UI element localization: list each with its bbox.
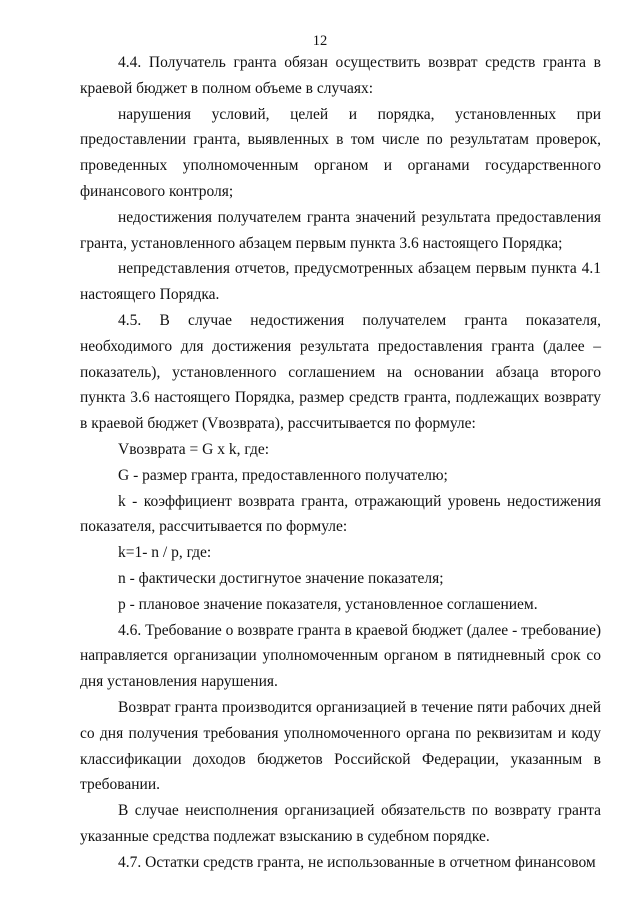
paragraph-violation-conditions: нарушения условий, целей и порядка, установленных при предоставлении гранта, выявленных в том числе по результатам проверок, проведенных уполномоченным органом и органами государственного финансового контроля; [80, 105, 601, 200]
paragraph-4-4: 4.4. Получатель гранта обязан осуществить возврат средств гранта в краевой бюджет в полном объеме в случаях: [80, 54, 601, 97]
definition-k: k - коэффициент возврата гранта, отражающий уровень недостижения показателя, рассчитывается по формуле: [80, 492, 601, 536]
paragraph-4-6: 4.6. Требование о возврате гранта в краевой бюджет (далее - требование) направляется организации уполномоченным органом в пятидневный срок со дня установления нарушения. [80, 621, 601, 691]
paragraph-reports-not-submitted: непредставления отчетов, предусмотренных абзацем первым пункта 4.1 настоящего Порядка. [80, 260, 601, 304]
paragraph-4-7: 4.7. Остатки средств гранта, не использованные в отчетном финансовом [118, 853, 596, 871]
paragraph-4-5: 4.5. В случае недостижения получателем гранта показателя, необходимого для достижения результата предоставления гранта (далее – показатель), установленного соглашением на основании абзаца второго пункта 3.6 настоящего Порядка, размер средств гранта, подлежащих возврату в краевой бюджет (Vвозврата), рассчитывается по формуле: [80, 311, 601, 433]
paragraph-result-not-achieved: недостижения получателем гранта значений результата предоставления гранта, установленного абзацем первым пункта 3.6 настоящего Порядка; [80, 208, 601, 252]
formula-v-return: Vвозврата = G x k, где: [118, 440, 270, 458]
definition-g: G - размер гранта, предоставленного получателю; [118, 466, 448, 484]
page-number: 12 [312, 33, 328, 49]
paragraph-refund-procedure: Возврат гранта производится организацией в течение пяти рабочих дней со дня получения требования уполномоченного органа по реквизитам и коду классификации доходов бюджетов Российской Федерации, указанным в требовании. [80, 698, 601, 794]
definition-p: p - плановое значение показателя, установленное соглашением. [118, 595, 538, 613]
paragraph-court-recovery: В случае неисполнения организацией обязательств по возврату гранта указанные средства подлежат взысканию в судебном порядке. [80, 802, 601, 845]
definition-n: n - фактически достигнутое значение показателя; [118, 569, 444, 587]
document-body [80, 50, 601, 876]
formula-k: k=1- n / p, где: [118, 544, 212, 562]
